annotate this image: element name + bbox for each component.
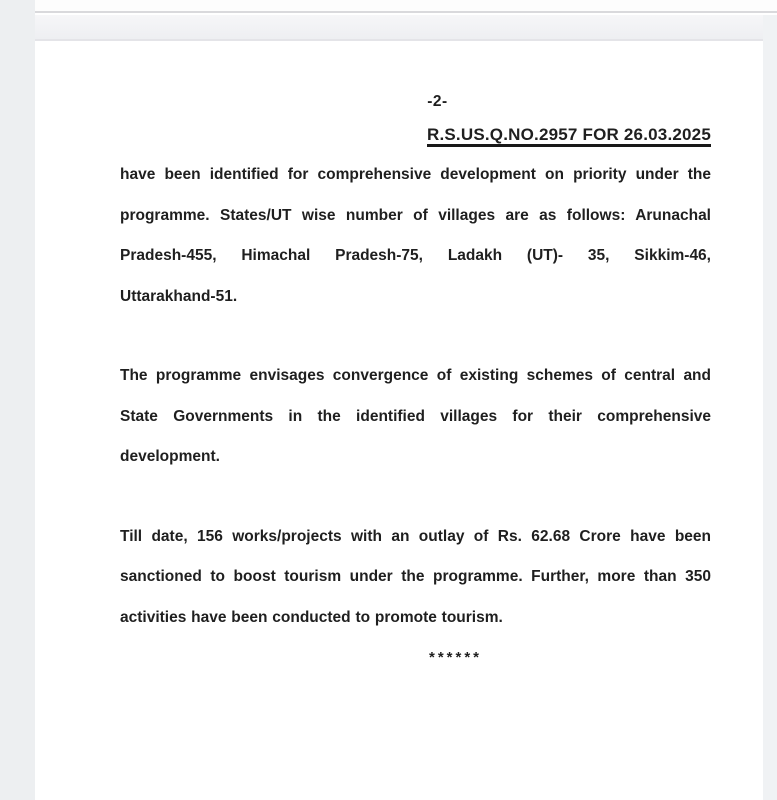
page-content <box>35 43 763 679</box>
end-marker: ****** <box>428 649 483 666</box>
body-line: State Governments in the identified villages for their comprehensive <box>120 407 711 425</box>
page-number: -2- <box>427 93 448 110</box>
body-line: Pradesh-455, Himachal Pradesh-75, Ladakh (UT)- 35, Sikkim-46, <box>120 247 711 264</box>
body-line: programme. States/UT wise number of villages are as follows: Arunachal <box>120 206 711 224</box>
body-line: sanctioned to boost tourism under the programme. Further, more than 350 <box>120 568 711 585</box>
paragraph <box>120 517 711 639</box>
paragraph <box>120 356 711 478</box>
previous-page-bottom-edge <box>35 0 777 13</box>
body-line: Uttarakhand-51. <box>120 287 238 305</box>
page-gap-band <box>35 15 763 41</box>
right-gutter <box>763 15 777 800</box>
body-line: Till date, 156 works/projects with an outlay of Rs. 62.68 Crore have been <box>120 527 711 545</box>
document-page <box>35 43 763 800</box>
paragraph <box>120 155 711 317</box>
body-line: The programme envisages convergence of existing schemes of central and <box>120 367 711 384</box>
body-line: activities have been conducted to promote tourism. <box>120 608 503 626</box>
body-line: development. <box>120 448 220 465</box>
body-line: have been identified for comprehensive development on priority under the <box>120 166 711 183</box>
left-gutter <box>0 0 35 800</box>
document-body <box>120 155 711 638</box>
document-reference: R.S.US.Q.NO.2957 FOR 26.03.2025 <box>427 125 711 147</box>
